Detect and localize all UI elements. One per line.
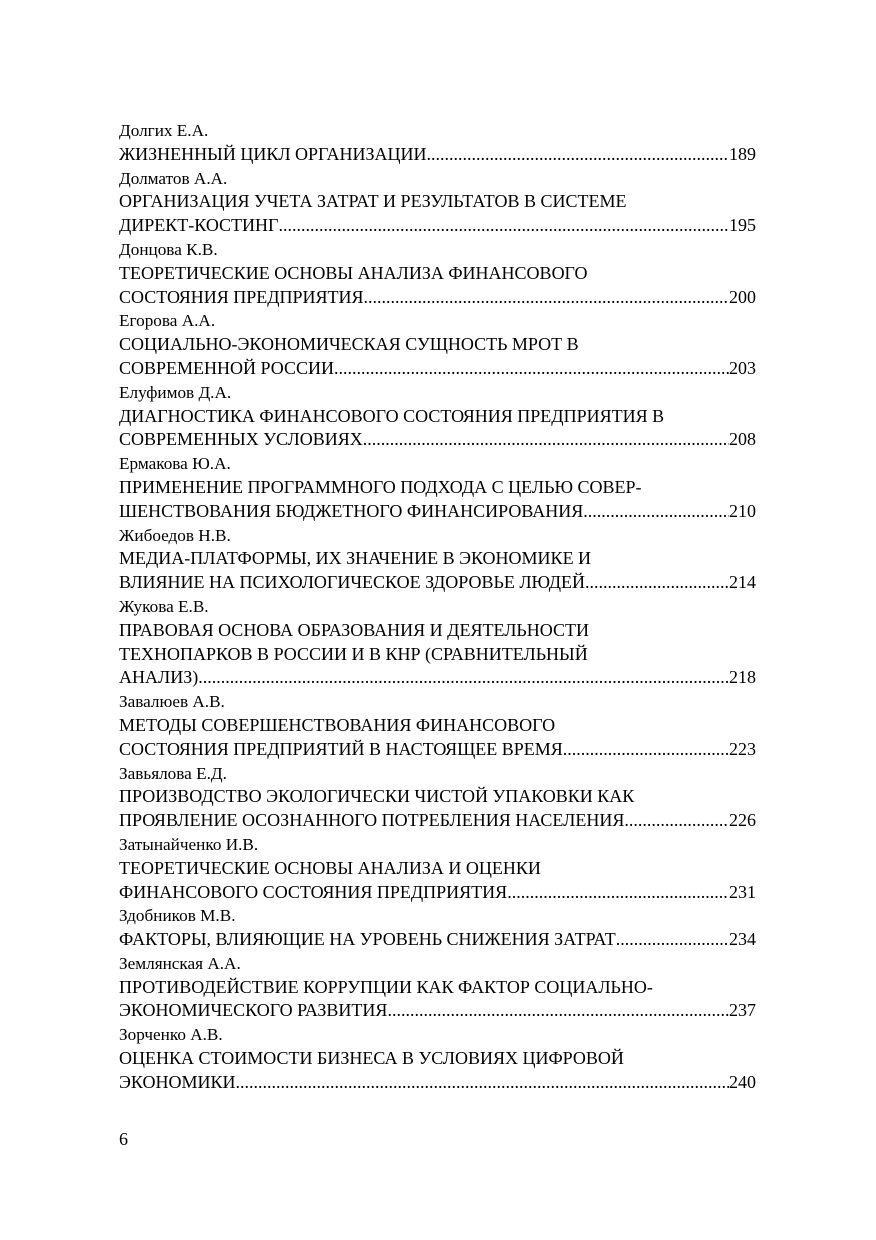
entry-title-last-line: [119, 666, 756, 690]
entry-author: Здобников М.В.: [119, 906, 236, 926]
entry-title-line: ФИНАНСОВОГО СОСТОЯНИЯ ПРЕДПРИЯТИЯ: [119, 881, 508, 902]
dot-leader: [387, 999, 729, 1023]
entry-author: Егорова А.А.: [119, 311, 216, 331]
entry-title-last-line: [119, 928, 756, 952]
toc-entry: [119, 238, 756, 309]
toc-entry: [119, 690, 756, 761]
dot-leader: [624, 809, 729, 833]
dot-leader: [616, 928, 729, 952]
entry-title-line: ЭКОНОМИКИ: [119, 1071, 236, 1092]
entry-page-number: 195: [729, 215, 756, 236]
entry-page-number: 234: [729, 929, 756, 950]
dot-leader: [334, 357, 729, 381]
entry-title-last-line: [119, 500, 756, 524]
entry-title-line: ПРОИЗВОДСТВО ЭКОЛОГИЧЕСКИ ЧИСТОЙ УПАКОВКИ КАК: [119, 786, 635, 807]
entry-title-line: МЕДИА-ПЛАТФОРМЫ, ИХ ЗНАЧЕНИЕ В ЭКОНОМИКЕ И: [119, 548, 592, 569]
page-number: 6: [119, 1129, 128, 1149]
toc-entry: [119, 762, 756, 833]
entry-title-line: СОСТОЯНИЯ ПРЕДПРИЯТИЙ В НАСТОЯЩЕЕ ВРЕМЯ: [119, 738, 563, 759]
entry-title-last-line: [119, 999, 756, 1023]
entry-page-number: 214: [729, 572, 756, 593]
entry-page-number: 240: [729, 1071, 756, 1092]
toc-entry: [119, 833, 756, 904]
entry-title-line: ТЕХНОПАРКОВ В РОССИИ И В КНР (СРАВНИТЕЛЬНЫЙ: [119, 643, 588, 664]
entry-title-last-line: [119, 571, 756, 595]
entry-title-last-line: [119, 143, 756, 167]
dot-leader: [585, 571, 729, 595]
entry-page-number: 208: [729, 429, 756, 450]
dot-leader: [235, 1071, 729, 1095]
entry-page-number: 210: [729, 500, 756, 521]
entry-title-last-line: [119, 214, 756, 238]
entry-author: Землянская А.А.: [119, 953, 241, 973]
dot-leader: [427, 143, 729, 167]
entry-title-line: ВЛИЯНИЕ НА ПСИХОЛОГИЧЕСКОЕ ЗДОРОВЬЕ ЛЮДЕЙ: [119, 572, 585, 593]
entry-title-last-line: [119, 357, 756, 381]
entry-author: Долматов А.А.: [119, 168, 228, 188]
entry-title-last-line: [119, 809, 756, 833]
toc-entry: [119, 381, 756, 452]
entry-page-number: 200: [729, 286, 756, 307]
entry-title-line: ТЕОРЕТИЧЕСКИЕ ОСНОВЫ АНАЛИЗА ФИНАНСОВОГО: [119, 262, 588, 283]
toc-entry: [119, 309, 756, 380]
entry-author: Ермакова Ю.А.: [119, 454, 231, 474]
entry-title-line: ПРИМЕНЕНИЕ ПРОГРАММНОГО ПОДХОДА С ЦЕЛЬЮ СОВЕР-: [119, 476, 642, 497]
entry-author: Елуфимов Д.А.: [119, 382, 232, 402]
dot-leader: [278, 214, 729, 238]
entry-title-line: АНАЛИЗ): [119, 667, 199, 688]
entry-page-number: 218: [729, 667, 756, 688]
entry-author: Завалюев А.В.: [119, 692, 225, 712]
entry-title-line: ЭКОНОМИЧЕСКОГО РАЗВИТИЯ: [119, 1000, 388, 1021]
entry-title-line: СОЦИАЛЬНО-ЭКОНОМИЧЕСКАЯ СУЩНОСТЬ МРОТ В: [119, 334, 579, 355]
entry-author: Жукова Е.В.: [119, 596, 209, 616]
toc-entry: [119, 452, 756, 523]
entry-title-line: ТЕОРЕТИЧЕСКИЕ ОСНОВЫ АНАЛИЗА И ОЦЕНКИ: [119, 857, 541, 878]
dot-leader: [363, 428, 729, 452]
dot-leader: [583, 500, 729, 524]
dot-leader: [364, 286, 729, 310]
entry-title-last-line: [119, 738, 756, 762]
toc-entry: [119, 595, 756, 690]
table-of-contents: [119, 119, 756, 1095]
entry-title-line: ШЕНСТВОВАНИЯ БЮДЖЕТНОГО ФИНАНСИРОВАНИЯ: [119, 500, 584, 521]
entry-title-line: ПРОЯВЛЕНИЕ ОСОЗНАННОГО ПОТРЕБЛЕНИЯ НАСЕЛЕНИЯ: [119, 810, 625, 831]
toc-entry: [119, 119, 756, 167]
entry-author: Долгих Е.А.: [119, 121, 209, 140]
entry-title-line: СОВРЕМЕННЫХ УСЛОВИЯХ: [119, 429, 363, 450]
entry-author: Донцова К.В.: [119, 239, 218, 259]
entry-title-line: СОВРЕМЕННОЙ РОССИИ: [119, 357, 334, 378]
entry-title-last-line: [119, 286, 756, 310]
toc-entry: [119, 904, 756, 952]
toc-entry: [119, 524, 756, 595]
entry-page-number: 231: [729, 881, 756, 902]
entry-title-line: ОРГАНИЗАЦИЯ УЧЕТА ЗАТРАТ И РЕЗУЛЬТАТОВ В СИСТЕМЕ: [119, 191, 627, 212]
toc-entry: [119, 952, 756, 1023]
entry-title-line: СОСТОЯНИЯ ПРЕДПРИЯТИЯ: [119, 286, 364, 307]
entry-title-line: ДИАГНОСТИКА ФИНАНСОВОГО СОСТОЯНИЯ ПРЕДПРИЯТИЯ В: [119, 405, 665, 426]
dot-leader: [198, 666, 729, 690]
entry-title-last-line: [119, 881, 756, 905]
entry-page-number: 223: [729, 738, 756, 759]
dot-leader: [507, 881, 729, 905]
entry-author: Затынайченко И.В.: [119, 834, 259, 854]
entry-title-line: ПРАВОВАЯ ОСНОВА ОБРАЗОВАНИЯ И ДЕЯТЕЛЬНОСТИ: [119, 619, 589, 640]
entry-page-number: 189: [729, 143, 756, 164]
entry-title-last-line: [119, 428, 756, 452]
entry-author: Жибоедов Н.В.: [119, 525, 231, 545]
entry-title-line: МЕТОДЫ СОВЕРШЕНСТВОВАНИЯ ФИНАНСОВОГО: [119, 714, 556, 735]
toc-entry: [119, 167, 756, 238]
entry-title-line: ПРОТИВОДЕЙСТВИЕ КОРРУПЦИИ КАК ФАКТОР СОЦИАЛЬНО-: [119, 976, 653, 997]
toc-entry: [119, 1023, 756, 1094]
dot-leader: [563, 738, 729, 762]
entry-title-line: ДИРЕКТ-КОСТИНГ: [119, 215, 279, 236]
entry-page-number: 226: [729, 810, 756, 831]
entry-author: Зорченко А.В.: [119, 1025, 223, 1045]
entry-title-last-line: [119, 1071, 756, 1095]
entry-title-line: ЖИЗНЕННЫЙ ЦИКЛ ОРГАНИЗАЦИИ: [119, 143, 427, 164]
entry-title-line: ОЦЕНКА СТОИМОСТИ БИЗНЕСА В УСЛОВИЯХ ЦИФРОВОЙ: [119, 1048, 624, 1069]
entry-page-number: 203: [729, 357, 756, 378]
entry-author: Завьялова Е.Д.: [119, 763, 227, 783]
entry-page-number: 237: [729, 1000, 756, 1021]
entry-title-line: ФАКТОРЫ, ВЛИЯЮЩИЕ НА УРОВЕНЬ СНИЖЕНИЯ ЗАТРАТ: [119, 929, 616, 950]
